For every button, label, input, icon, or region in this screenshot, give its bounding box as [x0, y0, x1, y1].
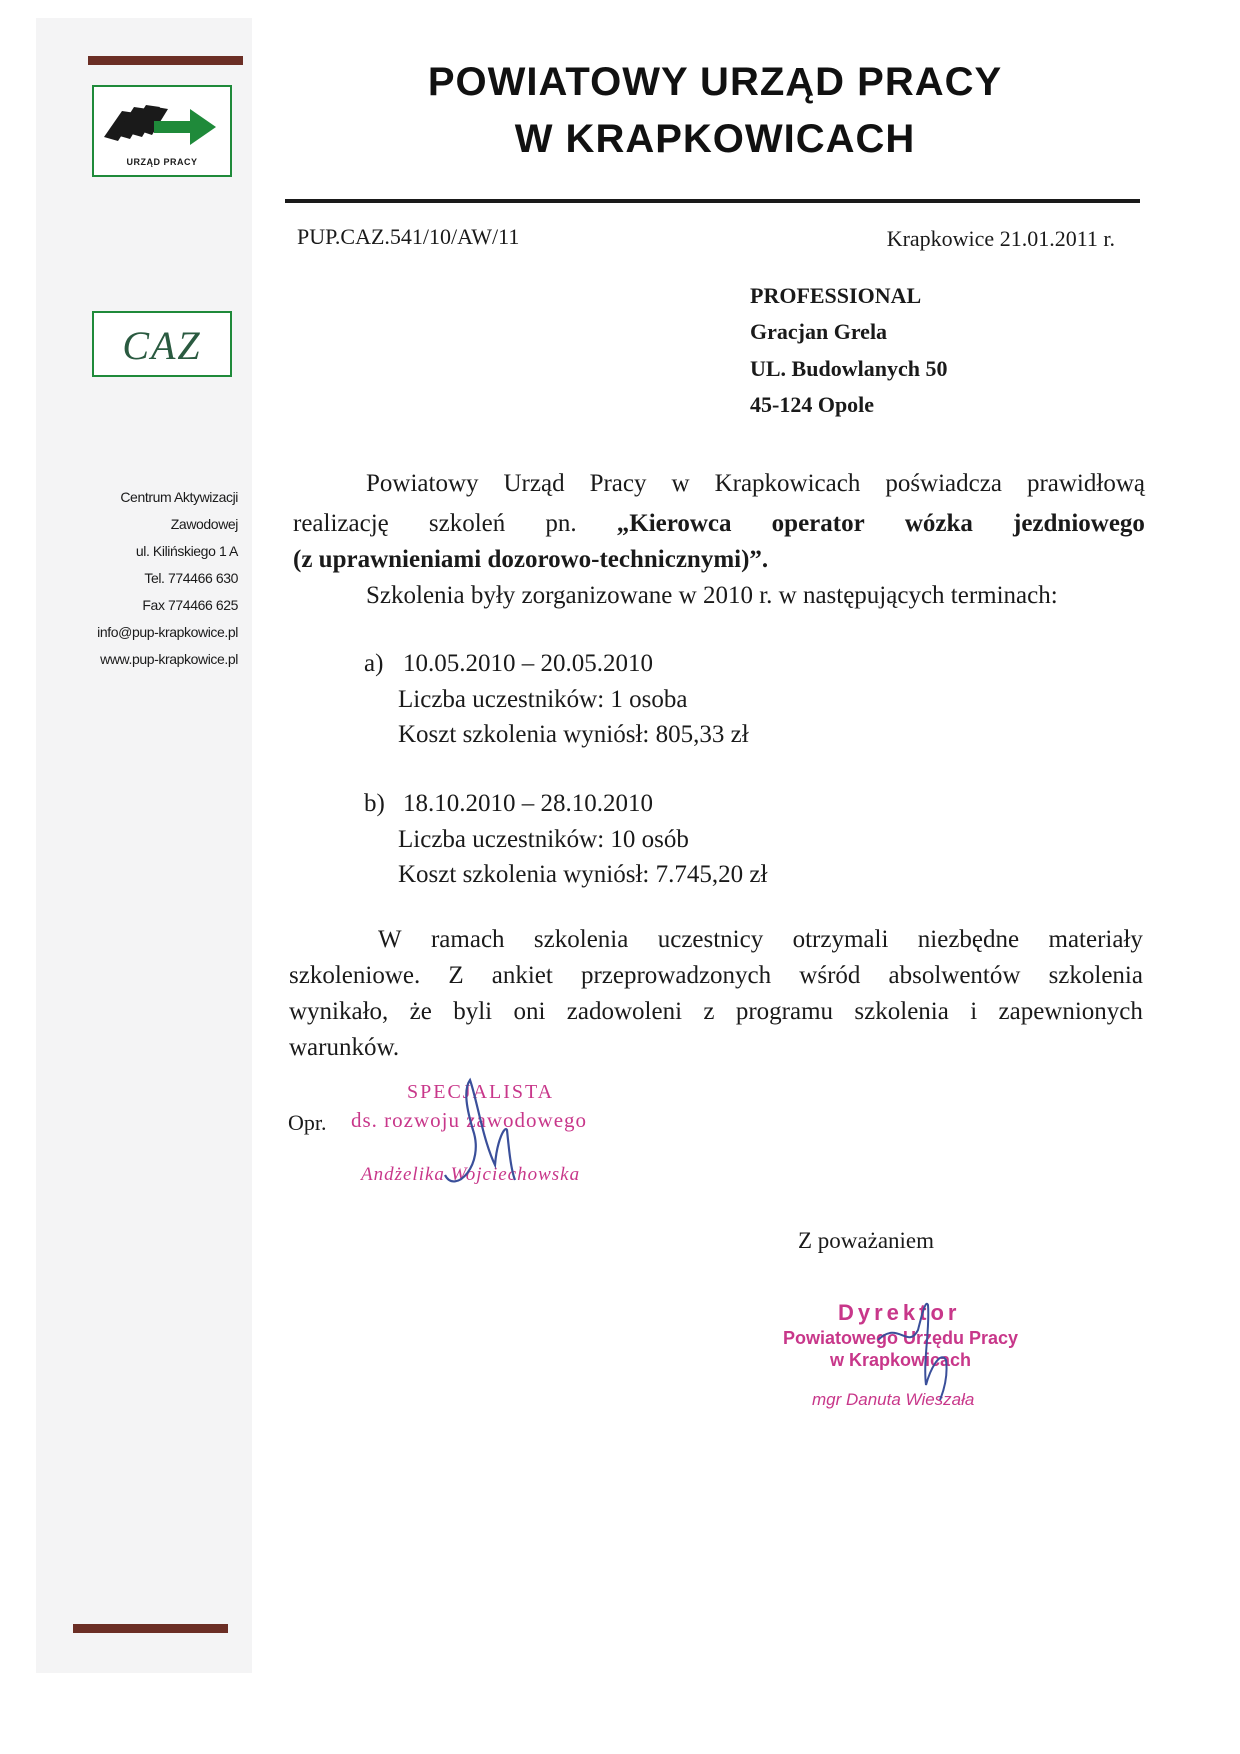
closing-line-3: wynikało, że byli oni zadowoleni z programu szkolenia i zapewnionych	[289, 998, 1143, 1025]
course-name-part: operator	[771, 510, 865, 537]
course-name-part: „Kierowca	[616, 510, 732, 537]
recipient-company: PROFESSIONAL	[750, 283, 922, 308]
intro-line-4: Szkolenia były zorganizowane w 2010 r. w następujących terminach:	[366, 582, 1058, 609]
logo-up-label: URZĄD PRACY	[126, 157, 198, 167]
prepared-by-label: Opr.	[288, 1110, 327, 1135]
regards: Z poważaniem	[798, 1228, 935, 1253]
director-signature-icon	[868, 1290, 978, 1410]
contact-address: ul. Kilińskiego 1 A	[135, 543, 238, 559]
training-b-label: b)	[364, 790, 385, 817]
closing-line-2: szkoleniowe. Z ankiet przeprowadzonych wśród absolwentów szkolenia	[289, 962, 1143, 989]
specialist-signature-icon	[425, 1070, 545, 1200]
training-b-cost: Koszt szkolenia wyniósł: 7.745,20 zł	[398, 861, 768, 888]
intro-line-3: (z uprawnieniami dozorowo-technicznymi)”.	[293, 546, 769, 573]
training-a-participants: Liczba uczestników: 1 osoba	[398, 686, 688, 713]
sidebar-bottom-rule	[73, 1624, 228, 1633]
director-stamp-city: w Krapkowicach	[830, 1350, 972, 1370]
contact-email: info@pup-krapkowice.pl	[97, 624, 238, 640]
director-stamp-title: Dyrektor	[838, 1300, 961, 1325]
intro-line-2: realizację szkoleń pn. „Kierowca operator wózka jezdniowego	[293, 510, 1145, 537]
urzad-pracy-logo	[92, 85, 232, 177]
closing-line-4: warunków.	[289, 1034, 400, 1061]
contact-phone: Tel. 774466 630	[144, 570, 238, 586]
specialist-stamp-title: SPECJALISTA	[407, 1081, 555, 1103]
recipient-city: 45-124 Opole	[750, 392, 875, 417]
course-name-part: wózka	[904, 510, 973, 537]
header-title-line-2: W KRAPKOWICACH	[514, 117, 916, 161]
course-name-part: jezdniowego	[1013, 510, 1145, 537]
specialist-stamp-dept: ds. rozwoju zawodowego	[351, 1108, 588, 1132]
header-divider	[285, 199, 1140, 203]
closing-line-1: W ramach szkolenia uczestnicy otrzymali niezbędne materiały	[378, 926, 1143, 953]
training-a-cost: Koszt szkolenia wyniósł: 805,33 zł	[398, 721, 749, 748]
contact-fax: Fax 774466 625	[142, 597, 238, 613]
training-b-participants: Liczba uczestników: 10 osób	[398, 826, 689, 853]
specialist-stamp-name: Andżelika Wojciechowska	[361, 1164, 581, 1185]
contact-line: Zawodowej	[170, 516, 238, 532]
director-stamp-name: mgr Danuta Wieszała	[812, 1390, 975, 1409]
training-a-dates: 10.05.2010 – 20.05.2010	[403, 650, 653, 677]
caz-logo-text: CAZ	[122, 323, 202, 368]
caz-logo	[92, 311, 232, 377]
recipient-name: Gracjan Grela	[750, 319, 888, 344]
contact-block	[97, 484, 238, 673]
training-b-dates: 18.10.2010 – 28.10.2010	[403, 790, 653, 817]
intro-line-1: Powiatowy Urząd Pracy w Krapkowicach poświadcza prawidłową	[366, 470, 1145, 497]
director-stamp-office: Powiatowego Urzędu Pracy	[783, 1328, 1019, 1348]
recipient-street: UL. Budowlanych 50	[750, 356, 948, 381]
contact-website: www.pup-krapkowice.pl	[100, 651, 238, 667]
document-reference: PUP.CAZ.541/10/AW/11	[297, 224, 520, 249]
contact-line: Centrum Aktywizacji	[120, 489, 238, 505]
place-date: Krapkowice 21.01.2011 r.	[886, 226, 1115, 251]
sidebar-top-rule	[88, 56, 243, 65]
letterhead-sidebar	[36, 18, 252, 1673]
training-a-label: a)	[364, 650, 384, 677]
header-title-line-1: POWIATOWY URZĄD PRACY	[427, 60, 1003, 104]
